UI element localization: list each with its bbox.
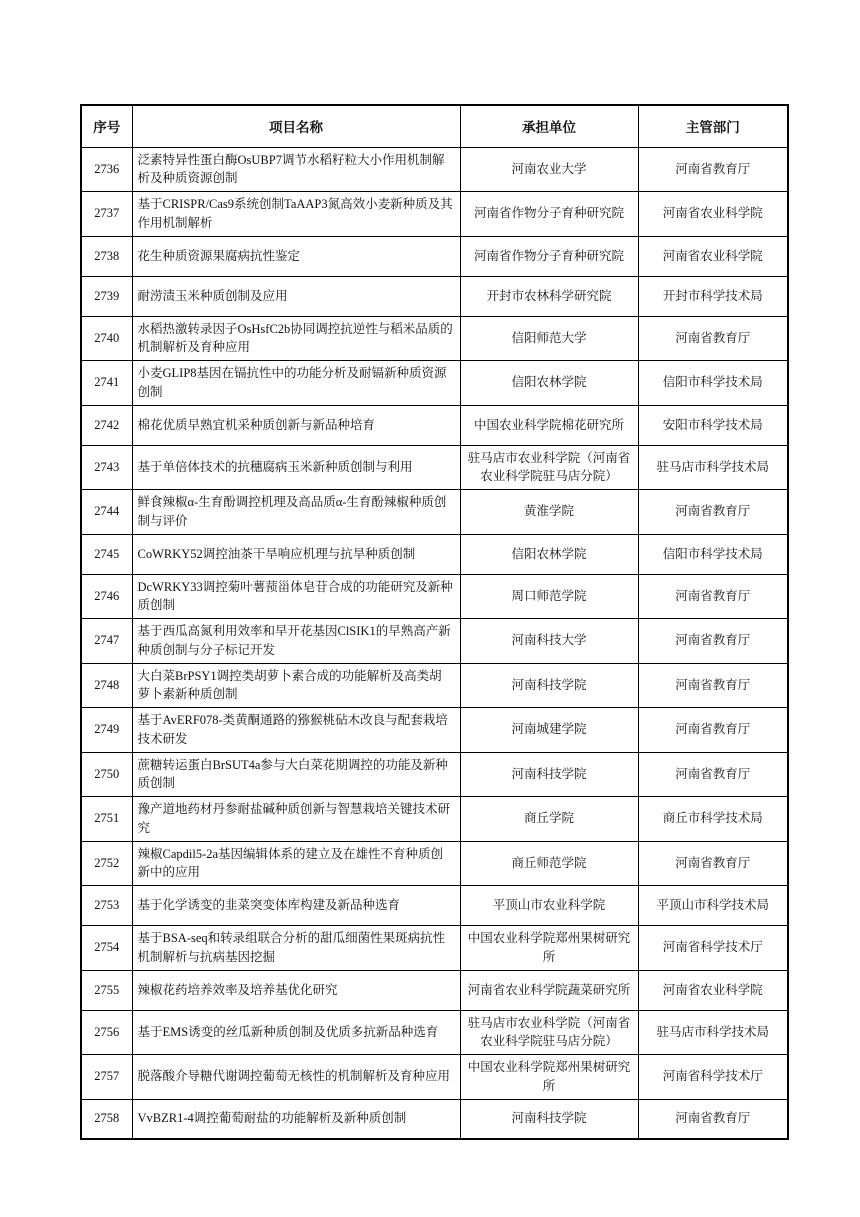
undertaking-unit-cell: 驻马店市农业科学院（河南省农业科学院驻马店分院） — [460, 445, 638, 490]
header-undertaking-unit: 承担单位 — [460, 105, 638, 147]
table-row — [81, 619, 788, 664]
undertaking-unit-cell: 平顶山市农业科学院 — [460, 886, 638, 926]
row-number-cell: 2739 — [81, 276, 132, 316]
supervising-department-cell: 河南省教育厅 — [638, 1099, 788, 1139]
undertaking-unit-cell: 河南省作物分子育种研究院 — [460, 192, 638, 237]
undertaking-unit-cell: 河南科技学院 — [460, 663, 638, 708]
table-row — [81, 276, 788, 316]
supervising-department-cell: 商丘市科学技术局 — [638, 797, 788, 842]
table-row — [81, 405, 788, 445]
supervising-department-cell: 开封市科学技术局 — [638, 276, 788, 316]
supervising-department-cell: 河南省教育厅 — [638, 841, 788, 886]
undertaking-unit-cell: 周口师范学院 — [460, 574, 638, 619]
row-number-cell: 2756 — [81, 1010, 132, 1055]
table-row — [81, 236, 788, 276]
row-number-cell: 2737 — [81, 192, 132, 237]
header-supervising-department: 主管部门 — [638, 105, 788, 147]
project-name-cell: 泛素特异性蛋白酶OsUBP7调节水稻籽粒大小作用机制解析及种质资源创制 — [132, 147, 460, 192]
supervising-department-cell: 平顶山市科学技术局 — [638, 886, 788, 926]
project-name-cell: 豫产道地药材丹参耐盐碱种质创新与智慧栽培关键技术研究 — [132, 797, 460, 842]
supervising-department-cell: 驻马店市科学技术局 — [638, 1010, 788, 1055]
project-name-cell: 花生种质资源果腐病抗性鉴定 — [132, 236, 460, 276]
table-row — [81, 534, 788, 574]
table-row — [81, 316, 788, 361]
supervising-department-cell: 河南省教育厅 — [638, 663, 788, 708]
undertaking-unit-cell: 河南省作物分子育种研究院 — [460, 236, 638, 276]
row-number-cell: 2741 — [81, 361, 132, 406]
project-name-cell: 蔗糖转运蛋白BrSUT4a参与大白菜花期调控的功能及新种质创制 — [132, 752, 460, 797]
undertaking-unit-cell: 商丘学院 — [460, 797, 638, 842]
project-name-cell: VvBZR1-4调控葡萄耐盐的功能解析及新种质创制 — [132, 1099, 460, 1139]
undertaking-unit-cell: 开封市农林科学研究院 — [460, 276, 638, 316]
row-number-cell: 2757 — [81, 1055, 132, 1100]
row-number-cell: 2738 — [81, 236, 132, 276]
row-number-cell: 2755 — [81, 970, 132, 1010]
project-name-cell: 基于西瓜高氮利用效率和早开花基因ClSIK1的早熟高产新种质创制与分子标记开发 — [132, 619, 460, 664]
row-number-cell: 2736 — [81, 147, 132, 192]
table-row — [81, 490, 788, 535]
project-name-cell: 水稻热激转录因子OsHsfC2b协同调控抗逆性与稻米品质的机制解析及育种应用 — [132, 316, 460, 361]
project-name-cell: 辣椒Capdil5-2a基因编辑体系的建立及在雄性不育种质创新中的应用 — [132, 841, 460, 886]
supervising-department-cell: 安阳市科学技术局 — [638, 405, 788, 445]
header-project-name: 项目名称 — [132, 105, 460, 147]
row-number-cell: 2749 — [81, 708, 132, 753]
table-row — [81, 1055, 788, 1100]
undertaking-unit-cell: 中国农业科学院郑州果树研究所 — [460, 1055, 638, 1100]
table-row — [81, 752, 788, 797]
supervising-department-cell: 河南省教育厅 — [638, 147, 788, 192]
row-number-cell: 2758 — [81, 1099, 132, 1139]
project-name-cell: 鲜食辣椒α-生育酚调控机理及高品质α-生育酚辣椒种质创制与评价 — [132, 490, 460, 535]
table-row — [81, 708, 788, 753]
table-body — [81, 147, 788, 1139]
undertaking-unit-cell: 信阳农林学院 — [460, 534, 638, 574]
project-name-cell: 基于CRISPR/Cas9系统创制TaAAP3氮高效小麦新种质及其作用机制解析 — [132, 192, 460, 237]
project-name-cell: 脱落酸介导糖代谢调控葡萄无核性的机制解析及育种应用 — [132, 1055, 460, 1100]
table-row — [81, 926, 788, 971]
row-number-cell: 2751 — [81, 797, 132, 842]
table-row — [81, 445, 788, 490]
row-number-cell: 2742 — [81, 405, 132, 445]
table-row — [81, 970, 788, 1010]
row-number-cell: 2748 — [81, 663, 132, 708]
row-number-cell: 2753 — [81, 886, 132, 926]
supervising-department-cell: 河南省教育厅 — [638, 316, 788, 361]
undertaking-unit-cell: 河南城建学院 — [460, 708, 638, 753]
undertaking-unit-cell: 河南科技大学 — [460, 619, 638, 664]
project-name-cell: DcWRKY33调控菊叶薯蓣甾体皂苷合成的功能研究及新种质创制 — [132, 574, 460, 619]
row-number-cell: 2743 — [81, 445, 132, 490]
supervising-department-cell: 河南省农业科学院 — [638, 236, 788, 276]
table-row — [81, 841, 788, 886]
supervising-department-cell: 信阳市科学技术局 — [638, 361, 788, 406]
undertaking-unit-cell: 商丘师范学院 — [460, 841, 638, 886]
project-name-cell: 基于单倍体技术的抗穗腐病玉米新种质创制与利用 — [132, 445, 460, 490]
table-row — [81, 192, 788, 237]
supervising-department-cell: 河南省教育厅 — [638, 619, 788, 664]
table-row — [81, 574, 788, 619]
row-number-cell: 2740 — [81, 316, 132, 361]
undertaking-unit-cell: 河南科技学院 — [460, 752, 638, 797]
project-name-cell: 基于BSA-seq和转录组联合分析的甜瓜细菌性果斑病抗性机制解析与抗病基因挖掘 — [132, 926, 460, 971]
table-row — [81, 886, 788, 926]
project-list-table — [80, 104, 789, 1140]
undertaking-unit-cell: 河南省农业科学院蔬菜研究所 — [460, 970, 638, 1010]
table-row — [81, 147, 788, 192]
undertaking-unit-cell: 河南农业大学 — [460, 147, 638, 192]
supervising-department-cell: 河南省教育厅 — [638, 708, 788, 753]
row-number-cell: 2744 — [81, 490, 132, 535]
table-row — [81, 797, 788, 842]
table-row — [81, 1010, 788, 1055]
supervising-department-cell: 信阳市科学技术局 — [638, 534, 788, 574]
row-number-cell: 2750 — [81, 752, 132, 797]
project-name-cell: 基于AvERF078-类黄酮通路的猕猴桃砧木改良与配套栽培技术研发 — [132, 708, 460, 753]
supervising-department-cell: 河南省科学技术厅 — [638, 926, 788, 971]
undertaking-unit-cell: 黄淮学院 — [460, 490, 638, 535]
table-header-row — [81, 105, 788, 147]
undertaking-unit-cell: 信阳师范大学 — [460, 316, 638, 361]
undertaking-unit-cell: 驻马店市农业科学院（河南省农业科学院驻马店分院） — [460, 1010, 638, 1055]
project-name-cell: 基于化学诱变的韭菜突变体库构建及新品种选育 — [132, 886, 460, 926]
supervising-department-cell: 河南省教育厅 — [638, 574, 788, 619]
supervising-department-cell: 河南省科学技术厅 — [638, 1055, 788, 1100]
project-name-cell: 棉花优质早熟宜机采种质创新与新品种培育 — [132, 405, 460, 445]
supervising-department-cell: 驻马店市科学技术局 — [638, 445, 788, 490]
table-header — [81, 105, 788, 147]
supervising-department-cell: 河南省农业科学院 — [638, 970, 788, 1010]
table-row — [81, 1099, 788, 1139]
row-number-cell: 2752 — [81, 841, 132, 886]
undertaking-unit-cell: 中国农业科学院郑州果树研究所 — [460, 926, 638, 971]
project-name-cell: 耐涝渍玉米种质创制及应用 — [132, 276, 460, 316]
table-row — [81, 663, 788, 708]
project-name-cell: 小麦GLIP8基因在镉抗性中的功能分析及耐镉新种质资源创制 — [132, 361, 460, 406]
undertaking-unit-cell: 中国农业科学院棉花研究所 — [460, 405, 638, 445]
header-serial-number: 序号 — [81, 105, 132, 147]
supervising-department-cell: 河南省教育厅 — [638, 490, 788, 535]
row-number-cell: 2754 — [81, 926, 132, 971]
supervising-department-cell: 河南省农业科学院 — [638, 192, 788, 237]
row-number-cell: 2745 — [81, 534, 132, 574]
project-name-cell: 基于EMS诱变的丝瓜新种质创制及优质多抗新品种选育 — [132, 1010, 460, 1055]
supervising-department-cell: 河南省教育厅 — [638, 752, 788, 797]
project-name-cell: 大白菜BrPSY1调控类胡萝卜素合成的功能解析及高类胡萝卜素新种质创制 — [132, 663, 460, 708]
project-name-cell: CoWRKY52调控油茶干旱响应机理与抗旱种质创制 — [132, 534, 460, 574]
row-number-cell: 2746 — [81, 574, 132, 619]
undertaking-unit-cell: 河南科技学院 — [460, 1099, 638, 1139]
table-row — [81, 361, 788, 406]
row-number-cell: 2747 — [81, 619, 132, 664]
project-name-cell: 辣椒花药培养效率及培养基优化研究 — [132, 970, 460, 1010]
undertaking-unit-cell: 信阳农林学院 — [460, 361, 638, 406]
